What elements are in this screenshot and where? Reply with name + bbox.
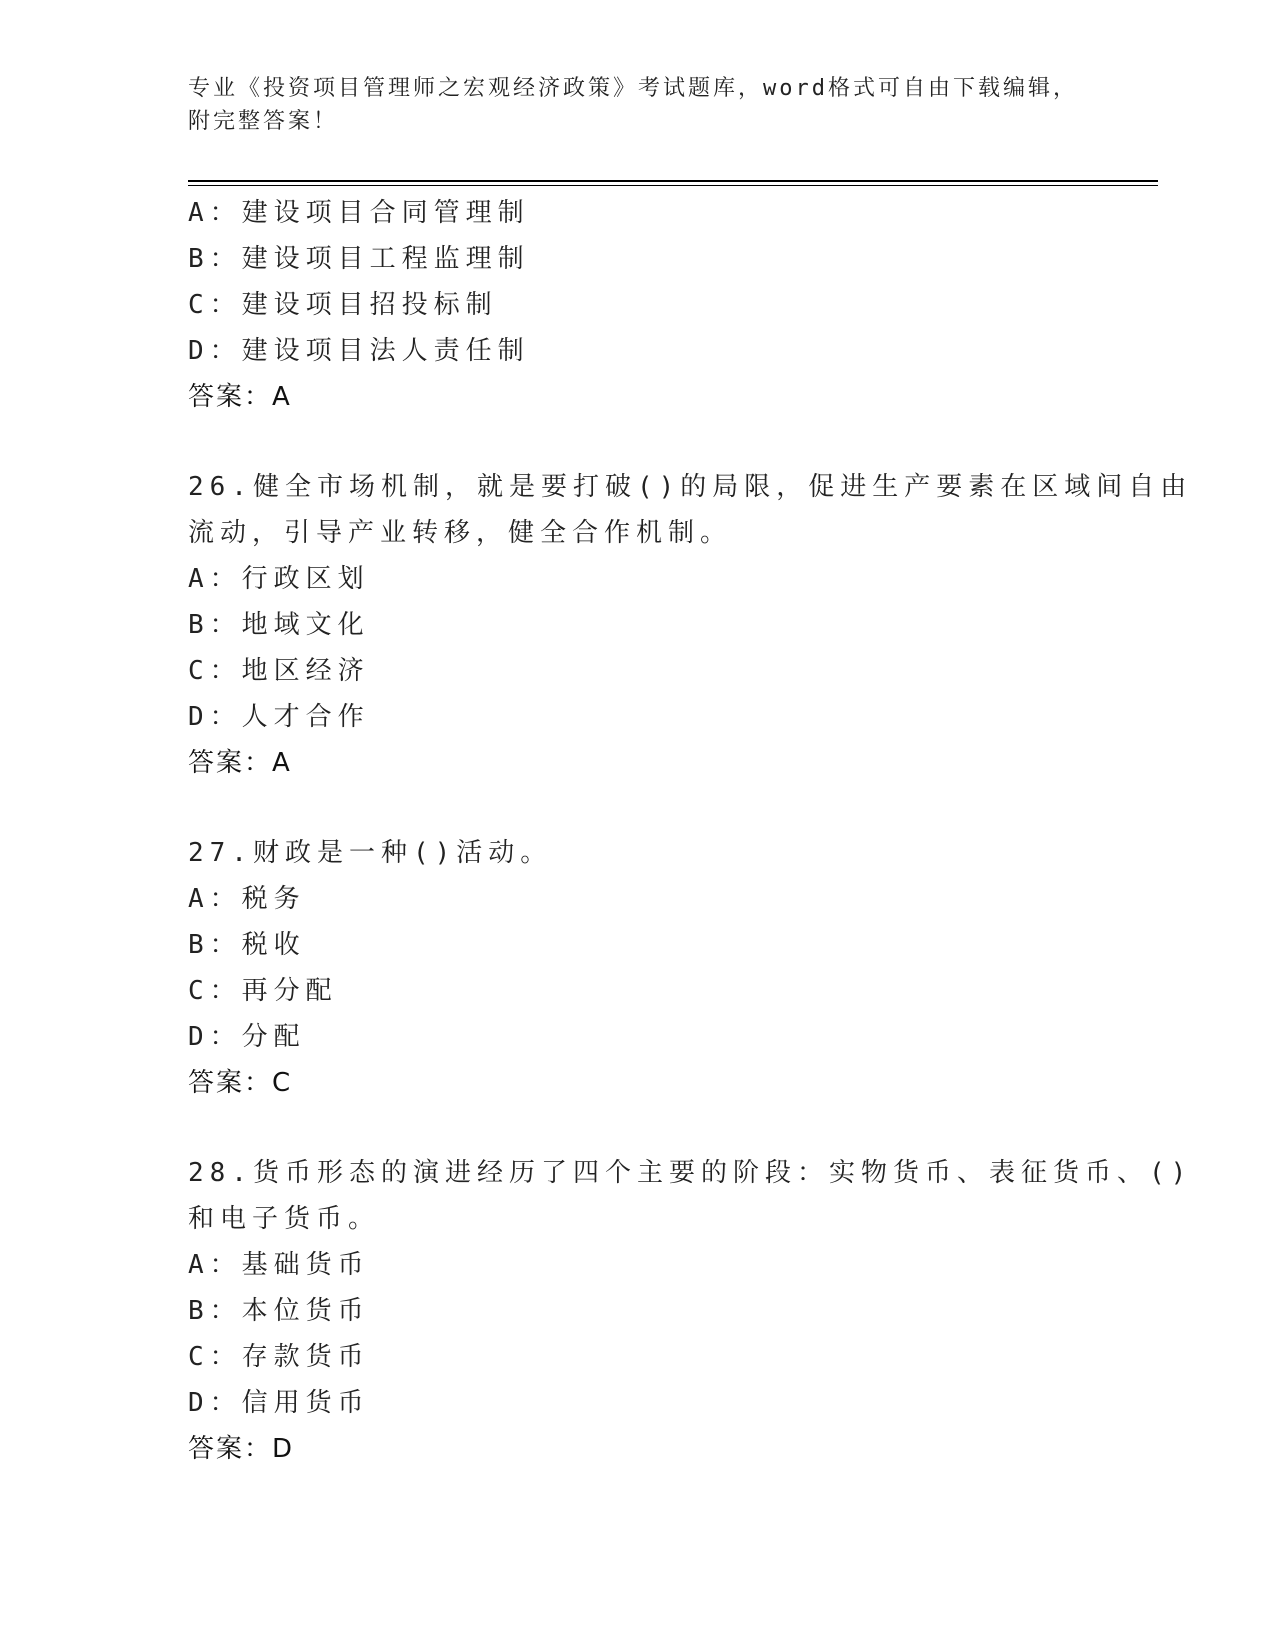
question-stem-line: 26.健全市场机制，就是要打破()的局限，促进生产要素在区域间自由 (188, 472, 1193, 502)
option-d: D：人才合作 (188, 702, 370, 732)
question-stem-line: 和电子货币。 (188, 1204, 381, 1234)
answer-line: 答案：C (188, 1068, 293, 1098)
option-c: C：建设项目招投标制 (188, 290, 498, 320)
header-line-2: 附完整答案！ (188, 109, 339, 134)
question-block (188, 190, 1088, 420)
header-rule-thin (188, 185, 1158, 186)
option-c: C：再分配 (188, 976, 338, 1006)
option-a: A：建设项目合同管理制 (188, 198, 530, 228)
option-a: A：基础货币 (188, 1250, 370, 1280)
question-list (188, 190, 1193, 1472)
spacer (188, 420, 1088, 464)
spacer (188, 786, 1088, 830)
question-stem-line: 28.货币形态的演进经历了四个主要的阶段：实物货币、表征货币、() (188, 1158, 1193, 1188)
question-block (188, 830, 1088, 1106)
option-b: B：地域文化 (188, 610, 370, 640)
answer-line: 答案：A (188, 748, 292, 778)
option-d: D：分配 (188, 1022, 306, 1052)
option-d: D：建设项目法人责任制 (188, 336, 530, 366)
option-d: D：信用货币 (188, 1388, 370, 1418)
option-b: B：建设项目工程监理制 (188, 244, 530, 274)
question-block (188, 464, 1193, 786)
answer-line: 答案：D (188, 1434, 295, 1464)
spacer (188, 1106, 1088, 1150)
question-block (188, 1150, 1193, 1472)
option-a: A：税务 (188, 884, 306, 914)
option-b: B：税收 (188, 930, 306, 960)
answer-line: 答案：A (188, 382, 292, 412)
option-c: C：存款货币 (188, 1342, 370, 1372)
question-stem-line: 27.财政是一种()活动。 (188, 838, 553, 868)
header-line-1: 专业《投资项目管理师之宏观经济政策》考试题库，word格式可自由下载编辑， (188, 76, 1078, 101)
document-header (188, 72, 1088, 138)
option-c: C：地区经济 (188, 656, 370, 686)
question-stem-line: 流动，引导产业转移，健全合作机制。 (188, 518, 733, 548)
header-rule-thick (188, 180, 1158, 182)
option-b: B：本位货币 (188, 1296, 370, 1326)
option-a: A：行政区划 (188, 564, 370, 594)
